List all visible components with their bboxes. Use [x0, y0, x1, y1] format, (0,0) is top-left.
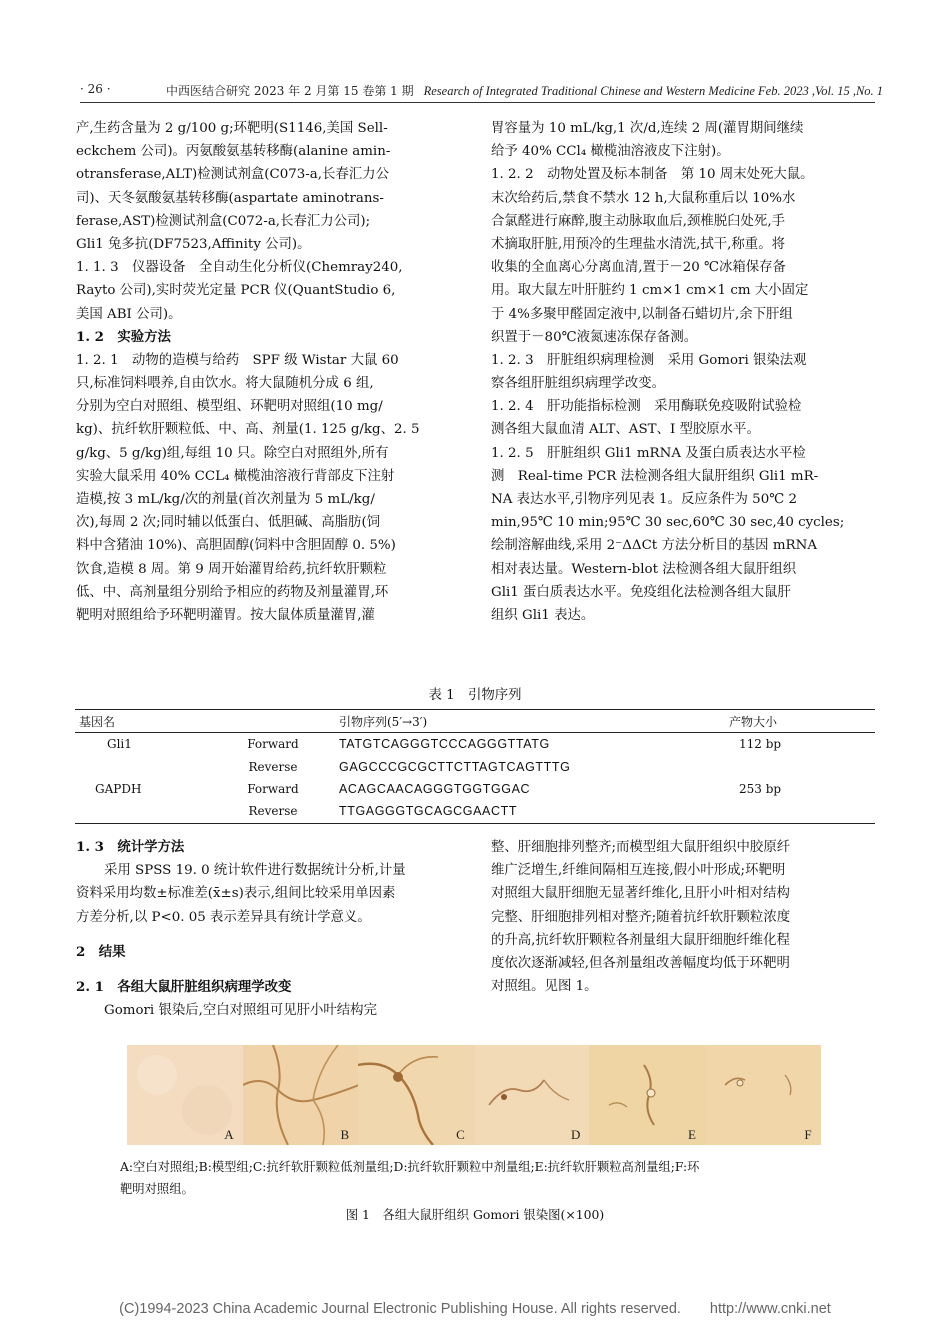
text-line: 相对表达量。Western-blot 法检测各组大鼠肝组织 — [491, 561, 797, 577]
figure-panel-c — [358, 1045, 474, 1145]
text-line: g/kg、5 g/kg)组,每组 10 只。除空白对照组外,所有 — [76, 445, 389, 461]
running-header — [80, 82, 884, 100]
text-line: 料中含猪油 10%)、高胆固醇(饲料中含胆固醇 0. 5%) — [76, 538, 396, 554]
text-line: 合氯醛进行麻醉,腹主动脉取血后,颈椎脱臼处死,手 — [491, 213, 785, 229]
header-sequence: 引物序列(5′→3′) — [339, 710, 729, 733]
direction-cell: Reverse — [248, 759, 298, 774]
journal-name-en: Research of Integrated Traditional Chinese and Western Medicine Feb. 2023 ,Vol. 15 ,No. 1 — [423, 84, 884, 98]
text-line: 术摘取肝脏,用预冷的生理盐水清洗,拭干,称重。将 — [491, 236, 785, 252]
table-row — [75, 733, 875, 756]
text-line: otransferase,ALT)检测试剂盒(C073-a,长春汇力公 — [76, 167, 389, 183]
table-row — [75, 800, 875, 823]
figure-panel-d — [474, 1045, 590, 1145]
spacer — [76, 929, 462, 941]
panel-label: D — [570, 1127, 581, 1142]
direction-cell: Forward — [247, 781, 299, 796]
text-line: 收集的全血离心分离血清,置于－20 ℃冰箱保存备 — [491, 260, 786, 276]
caption-line: A:空白对照组;B:模型组;C:抗纤软肝颗粒低剂量组;D:抗纤软肝颗粒中剂量组;E:抗纤软肝颗粒高剂量组;F:环 — [120, 1160, 700, 1174]
header-rule — [80, 102, 875, 103]
text-line: NA 表达水平,引物序列见表 1。反应条件为 50℃ 2 — [491, 492, 797, 507]
text-line: 实验大鼠采用 40% CCL₄ 橄榄油溶液行背部皮下注射 — [76, 468, 395, 484]
section-heading: 1. 2. 1 动物的造模与给药 SPF 级 Wistar 大鼠 60 — [76, 352, 399, 368]
text-line: 维广泛增生,纤维间隔相互连接,假小叶形成;环靶明 — [491, 863, 786, 879]
text-line: kg)、抗纤软肝颗粒低、中、高、剂量(1. 125 g/kg、2. 5 — [76, 422, 420, 438]
table-header-row — [75, 710, 875, 733]
figure-caption — [120, 1156, 840, 1200]
caption-line: 靶明对照组。 — [120, 1182, 194, 1196]
text-line: 于 4%多聚甲醛固定液中,以制备石蜡切片,余下肝组 — [491, 306, 793, 322]
copyright-footer: (C)1994-2023 China Academic Journal Electronic Publishing House. All rights reserved. http://www.cnki.net — [119, 1301, 831, 1317]
text-line: 资料采用均数±标准差(x̄±s)表示,组间比较采用单因素 — [76, 886, 396, 902]
text-line: min,95℃ 10 min;95℃ 30 sec,60℃ 30 sec,40 cycles; — [491, 515, 845, 531]
right-column — [491, 117, 877, 627]
section-heading: 1. 2. 3 肝脏组织病理检测 采用 Gomori 银染法观 — [491, 352, 807, 368]
text-line: 整、肝细胞排列整齐;而模型组大鼠肝组织中胶原纤 — [491, 840, 791, 855]
figure-panels — [127, 1045, 821, 1145]
panel-label: F — [804, 1127, 812, 1142]
panel-label: B — [340, 1127, 350, 1142]
header-direction — [207, 710, 339, 733]
sequence-cell: GAGCCCGCGCTTCTTAGTCAGTTTG — [339, 759, 571, 774]
direction-cell: Forward — [247, 737, 299, 752]
text-line: 次),每周 2 次;同时辅以低蛋白、低胆碱、高脂肪(饲 — [76, 515, 381, 531]
text-line: Gli1 蛋白质表达水平。免疫组化法检测各组大鼠肝 — [491, 584, 791, 600]
direction-cell: Reverse — [207, 800, 339, 823]
table-row — [75, 778, 875, 800]
size-cell — [729, 755, 875, 777]
text-line: 造模,按 3 mL/kg/次的剂量(首次剂量为 5 mL/kg/ — [76, 492, 375, 507]
figure-panel-e — [589, 1045, 705, 1145]
text-line: 测各组大鼠血清 ALT、AST、I 型胶原水平。 — [491, 422, 760, 438]
text-line: 度依次逐渐减轻,但各剂量组改善幅度均低于环靶明 — [491, 955, 790, 971]
gene-cell — [75, 800, 207, 823]
sequence-cell: ACAGCAACAGGGTGGTGGAC — [339, 781, 531, 796]
figure-panel-a — [127, 1045, 243, 1145]
size-cell: 253 bp — [739, 781, 782, 796]
text-line: 对照组大鼠肝细胞无显著纤维化,且肝小叶相对结构 — [491, 886, 790, 902]
text-line: 末次给药后,禁食不禁水 12 h,大鼠称重后以 10%水 — [491, 190, 796, 206]
section-heading: 2 结果 — [76, 943, 126, 960]
text-line: 采用 SPSS 19. 0 统计软件进行数据统计分析,计量 — [104, 863, 406, 879]
text-line: Rayto 公司),实时荧光定量 PCR 仪(QuantStudio 6, — [76, 283, 396, 299]
text-line: 胃容量为 10 mL/kg,1 次/d,连续 2 周(灌胃期间继续 — [491, 121, 804, 136]
text-line: 完整、肝细胞排列相对整齐;随着抗纤软肝颗粒浓度 — [491, 909, 791, 925]
text-line: 靶明对照组给予环靶明灌胃。按大鼠体质量灌胃,灌 — [76, 607, 375, 623]
section-heading: 1. 2 实验方法 — [76, 328, 171, 345]
text-line: 司)、天冬氨酸氨基转移酶(aspartate aminotrans- — [76, 190, 384, 206]
section-heading: 1. 2. 5 肝脏组织 Gli1 mRNA 及蛋白质表达水平检 — [491, 445, 806, 461]
text-line: 测 Real-time PCR 法检测各组大鼠肝组织 Gli1 mR- — [491, 468, 819, 484]
right-column-lower — [491, 836, 877, 998]
text-line: 饮食,造模 8 周。第 9 周开始灌胃给药,抗纤软肝颗粒 — [76, 561, 387, 577]
size-cell: 112 bp — [739, 737, 782, 752]
gene-cell — [75, 755, 207, 777]
text-line: eckchem 公司)。丙氨酸氨基转移酶(alanine amin- — [76, 144, 391, 160]
section-heading: 1. 2. 4 肝功能指标检测 采用酶联免疫吸附试验检 — [491, 399, 802, 415]
sequence-cell: TATGTCAGGGTCCCAGGGTTATG — [339, 737, 550, 752]
journal-name — [166, 82, 883, 99]
text-line: 察各组肝脏组织病理学改变。 — [491, 376, 666, 392]
text-line: 美国 ABI 公司)。 — [76, 306, 182, 322]
text-line: 的升高,抗纤软肝颗粒各剂量组大鼠肝细胞纤维化程 — [491, 932, 790, 948]
primer-table — [75, 709, 875, 824]
text-line: ferase,AST)检测试剂盒(C072-a,长春汇力公司); — [76, 213, 371, 229]
gene-cell: GAPDH — [95, 781, 142, 796]
panel-label: E — [688, 1127, 696, 1142]
text-line: 方差分析,以 P<0. 05 表示差异具有统计学意义。 — [76, 909, 371, 925]
text-line: 绘制溶解曲线,采用 2⁻ΔΔCt 方法分析目的基因 mRNA — [491, 538, 817, 554]
journal-name-cn: 中西医结合研究 2023 年 2 月第 15 卷第 1 期 — [166, 84, 414, 98]
table-title: 表 1 引物序列 — [428, 688, 522, 703]
header-gene: 基因名 — [75, 710, 207, 733]
text-line: 对照组。见图 1。 — [491, 979, 598, 995]
text-line: Gli1 兔多抗(DF7523,Affinity 公司)。 — [76, 236, 311, 252]
text-line: 给予 40% CCl₄ 橄榄油溶液皮下注射)。 — [491, 144, 730, 160]
page-number: · 26 · — [80, 82, 111, 96]
section-heading: 1. 2. 2 动物处置及标本制备 第 10 周末处死大鼠。 — [491, 167, 814, 183]
text-line: 产,生药含量为 2 g/100 g;环靶明(S1146,美国 Sell- — [76, 121, 388, 136]
gene-cell: Gli1 — [107, 737, 132, 752]
text-line: 只,标准饲料喂养,自由饮水。将大鼠随机分成 6 组, — [76, 376, 374, 392]
figure-panel-f — [705, 1045, 821, 1145]
figure-panel-b — [243, 1045, 359, 1145]
spacer — [76, 964, 462, 976]
left-column-lower — [76, 836, 462, 1022]
text-line: 组织 Gli1 表达。 — [491, 607, 595, 623]
section-heading: 1. 1. 3 仪器设备 全自动生化分析仪(Chemray240, — [76, 260, 403, 276]
text-line: 分别为空白对照组、模型组、环靶明对照组(10 mg/ — [76, 399, 383, 415]
text-line: 低、中、高剂量组分别给予相应的药物及剂量灌胃,环 — [76, 584, 389, 600]
panel-label: A — [224, 1127, 234, 1142]
left-column — [76, 117, 462, 627]
panel-label: C — [456, 1127, 465, 1142]
text-line: 用。取大鼠左叶肝脏约 1 cm×1 cm×1 cm 大小固定 — [491, 283, 809, 299]
sequence-cell: TTGAGGGTGCAGCGAACTT — [339, 800, 729, 823]
section-heading: 1. 3 统计学方法 — [76, 839, 185, 855]
section-heading: 2. 1 各组大鼠肝脏组织病理学改变 — [76, 978, 292, 995]
stain-image — [705, 1045, 821, 1145]
table-row — [75, 755, 875, 777]
text-line: Gomori 银染后,空白对照组可见肝小叶结构完 — [104, 1003, 377, 1019]
text-line: 织置于－80℃液氮速冻保存备测。 — [491, 329, 698, 345]
size-cell — [729, 800, 875, 823]
figure-title: 图 1 各组大鼠肝组织 Gomori 银染图(×100) — [345, 1207, 605, 1222]
header-product-size: 产物大小 — [729, 710, 875, 733]
